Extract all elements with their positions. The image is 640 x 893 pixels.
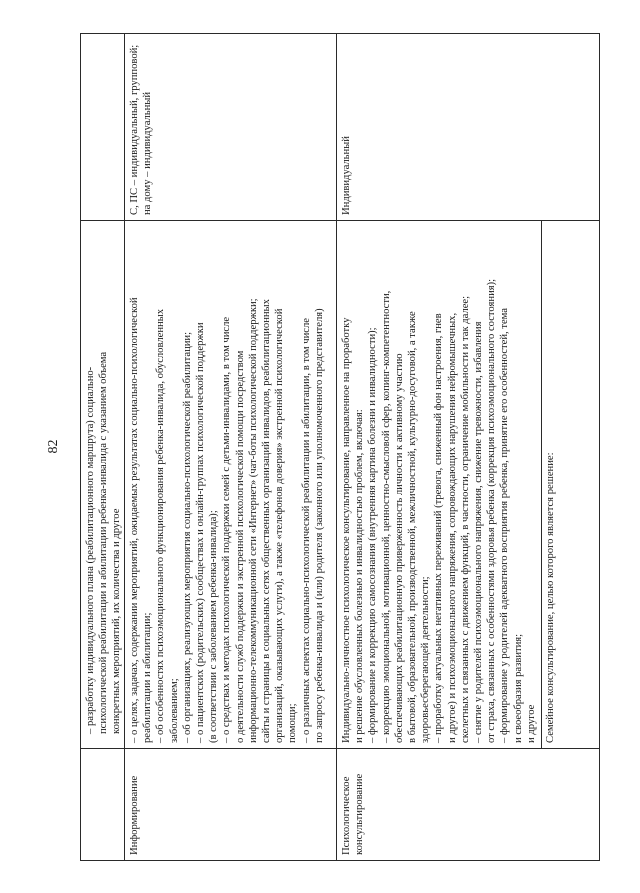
table-row	[337, 34, 599, 860]
content-line: обеспечивающих реабилитационную приверженность личности к активному участию	[393, 353, 405, 743]
content-line: – снятие у родителей психоэмоционального напряжения, снижение тревожности, избавления	[473, 321, 485, 743]
service-content-cell	[337, 220, 599, 748]
content-line: здоровьесберегающей деятельности;	[420, 576, 432, 743]
content-line: в бытовой, образовательной, производственной, межличностной, культурно-досуговой, а также	[407, 311, 419, 743]
table-row	[125, 34, 337, 860]
service-name-cell: Психологическое консультирование	[337, 748, 599, 860]
content-line: скелетных и связанных с движением функций, в частности, ограничение мобильности и так далее;	[459, 295, 471, 743]
service-form-cell: Индивидуальный	[341, 136, 352, 215]
content-line: информационно-телекоммуникационной сети «Интернет» (чат-боты психологической поддержки;	[247, 298, 259, 743]
content-line: Индивидуально-личностное психологическое консультирование, направленное на проработку	[341, 317, 352, 743]
content-line: – проработку актуальных негативных переживаний (тревога, сниженный фон настроения, гнев	[433, 313, 445, 743]
table-row	[81, 34, 125, 860]
service-content-cell	[81, 220, 124, 748]
content-line: – коррекцию эмоциональной, мотивационной, ценностно-смысловой сфер, копинг-компетентности,	[380, 290, 392, 743]
content-line: организаций, оказывающих услуги), а также «телефонов доверия» экстренной психологической	[274, 308, 286, 743]
content-line: – формирование у родителей адекватного восприятия ребенка, принятие его особенностей, тема	[499, 307, 511, 743]
service-form-cell: С, ПС – индивидуальный, групповой; на дому – индивидуальный	[129, 44, 154, 215]
content-line: и другое	[525, 704, 537, 743]
content-line: – о средствах и методах психологической поддержки семей с детьми-инвалидами, в том числе	[221, 316, 233, 743]
family-consulting-subcell: Семейное консультирование, целью которого является решение:	[541, 221, 557, 748]
content-line: – формирование и коррекцию самосознания (внутренняя картина болезни и инвалидности);	[367, 327, 379, 743]
content-line: психологической реабилитации и абилитации ребенка-инвалида с указанием объема	[98, 351, 110, 734]
content-line: заболеванием;	[168, 678, 180, 743]
content-line: и другое) и психоэмоционального напряжения, сопровождающих нарушения нейромышечных,	[446, 312, 458, 743]
content-line: – о целях, задачах, содержании мероприятий, ожидаемых результатах социально-психологической	[129, 297, 140, 743]
service-name-cell: Информирование	[125, 748, 336, 860]
content-line: – об организациях, реализующих мероприятия социально-психологической реабилитации;	[181, 331, 193, 743]
content-line: реабилитации и абилитации;	[142, 612, 154, 743]
content-line: помощи;	[287, 703, 299, 743]
content-line: о деятельности служб поддержки и экстренной психологической помощи посредством	[234, 350, 246, 743]
service-form-cell	[81, 34, 124, 220]
content-line: – об особенностях психоэмоционального функционирования ребенка-инвалида, обусловленных	[155, 308, 167, 743]
service-name-cell	[81, 748, 124, 860]
content-line: – о различных аспектах социально-психологической реабилитации и абилитации, в том числе	[300, 318, 312, 743]
content-line: конкретных мероприятий, их количества и другое	[111, 508, 123, 734]
page-number: 82	[46, 439, 61, 454]
content-line: (в соответствии с заболеванием ребенка-инвалида);	[208, 510, 220, 743]
content-line: – о пациентских (родительских) сообществах и онлайн-группах психологической поддержки	[195, 322, 207, 743]
content-line: и решение обусловленных болезнью и инвалидностью проблем, включая:	[354, 409, 366, 743]
services-table	[80, 33, 600, 861]
content-line: по запросу ребенка-инвалида и (или) родителя (законного или уполномоченного представителя)	[313, 308, 325, 743]
content-line: – разработку индивидуального плана (реабилитационного маршрута) социально-	[85, 366, 96, 734]
content-line: от страха, связанных с особенностями здоровья ребенка (коррекция психоэмоционального состояния);	[486, 278, 498, 743]
content-line: и своеобразия развития;	[512, 633, 524, 743]
content-line: сайты и страницы в социальных сетях общественных организаций инвалидов, реабилитационных	[261, 299, 273, 743]
service-content-cell	[125, 220, 336, 748]
